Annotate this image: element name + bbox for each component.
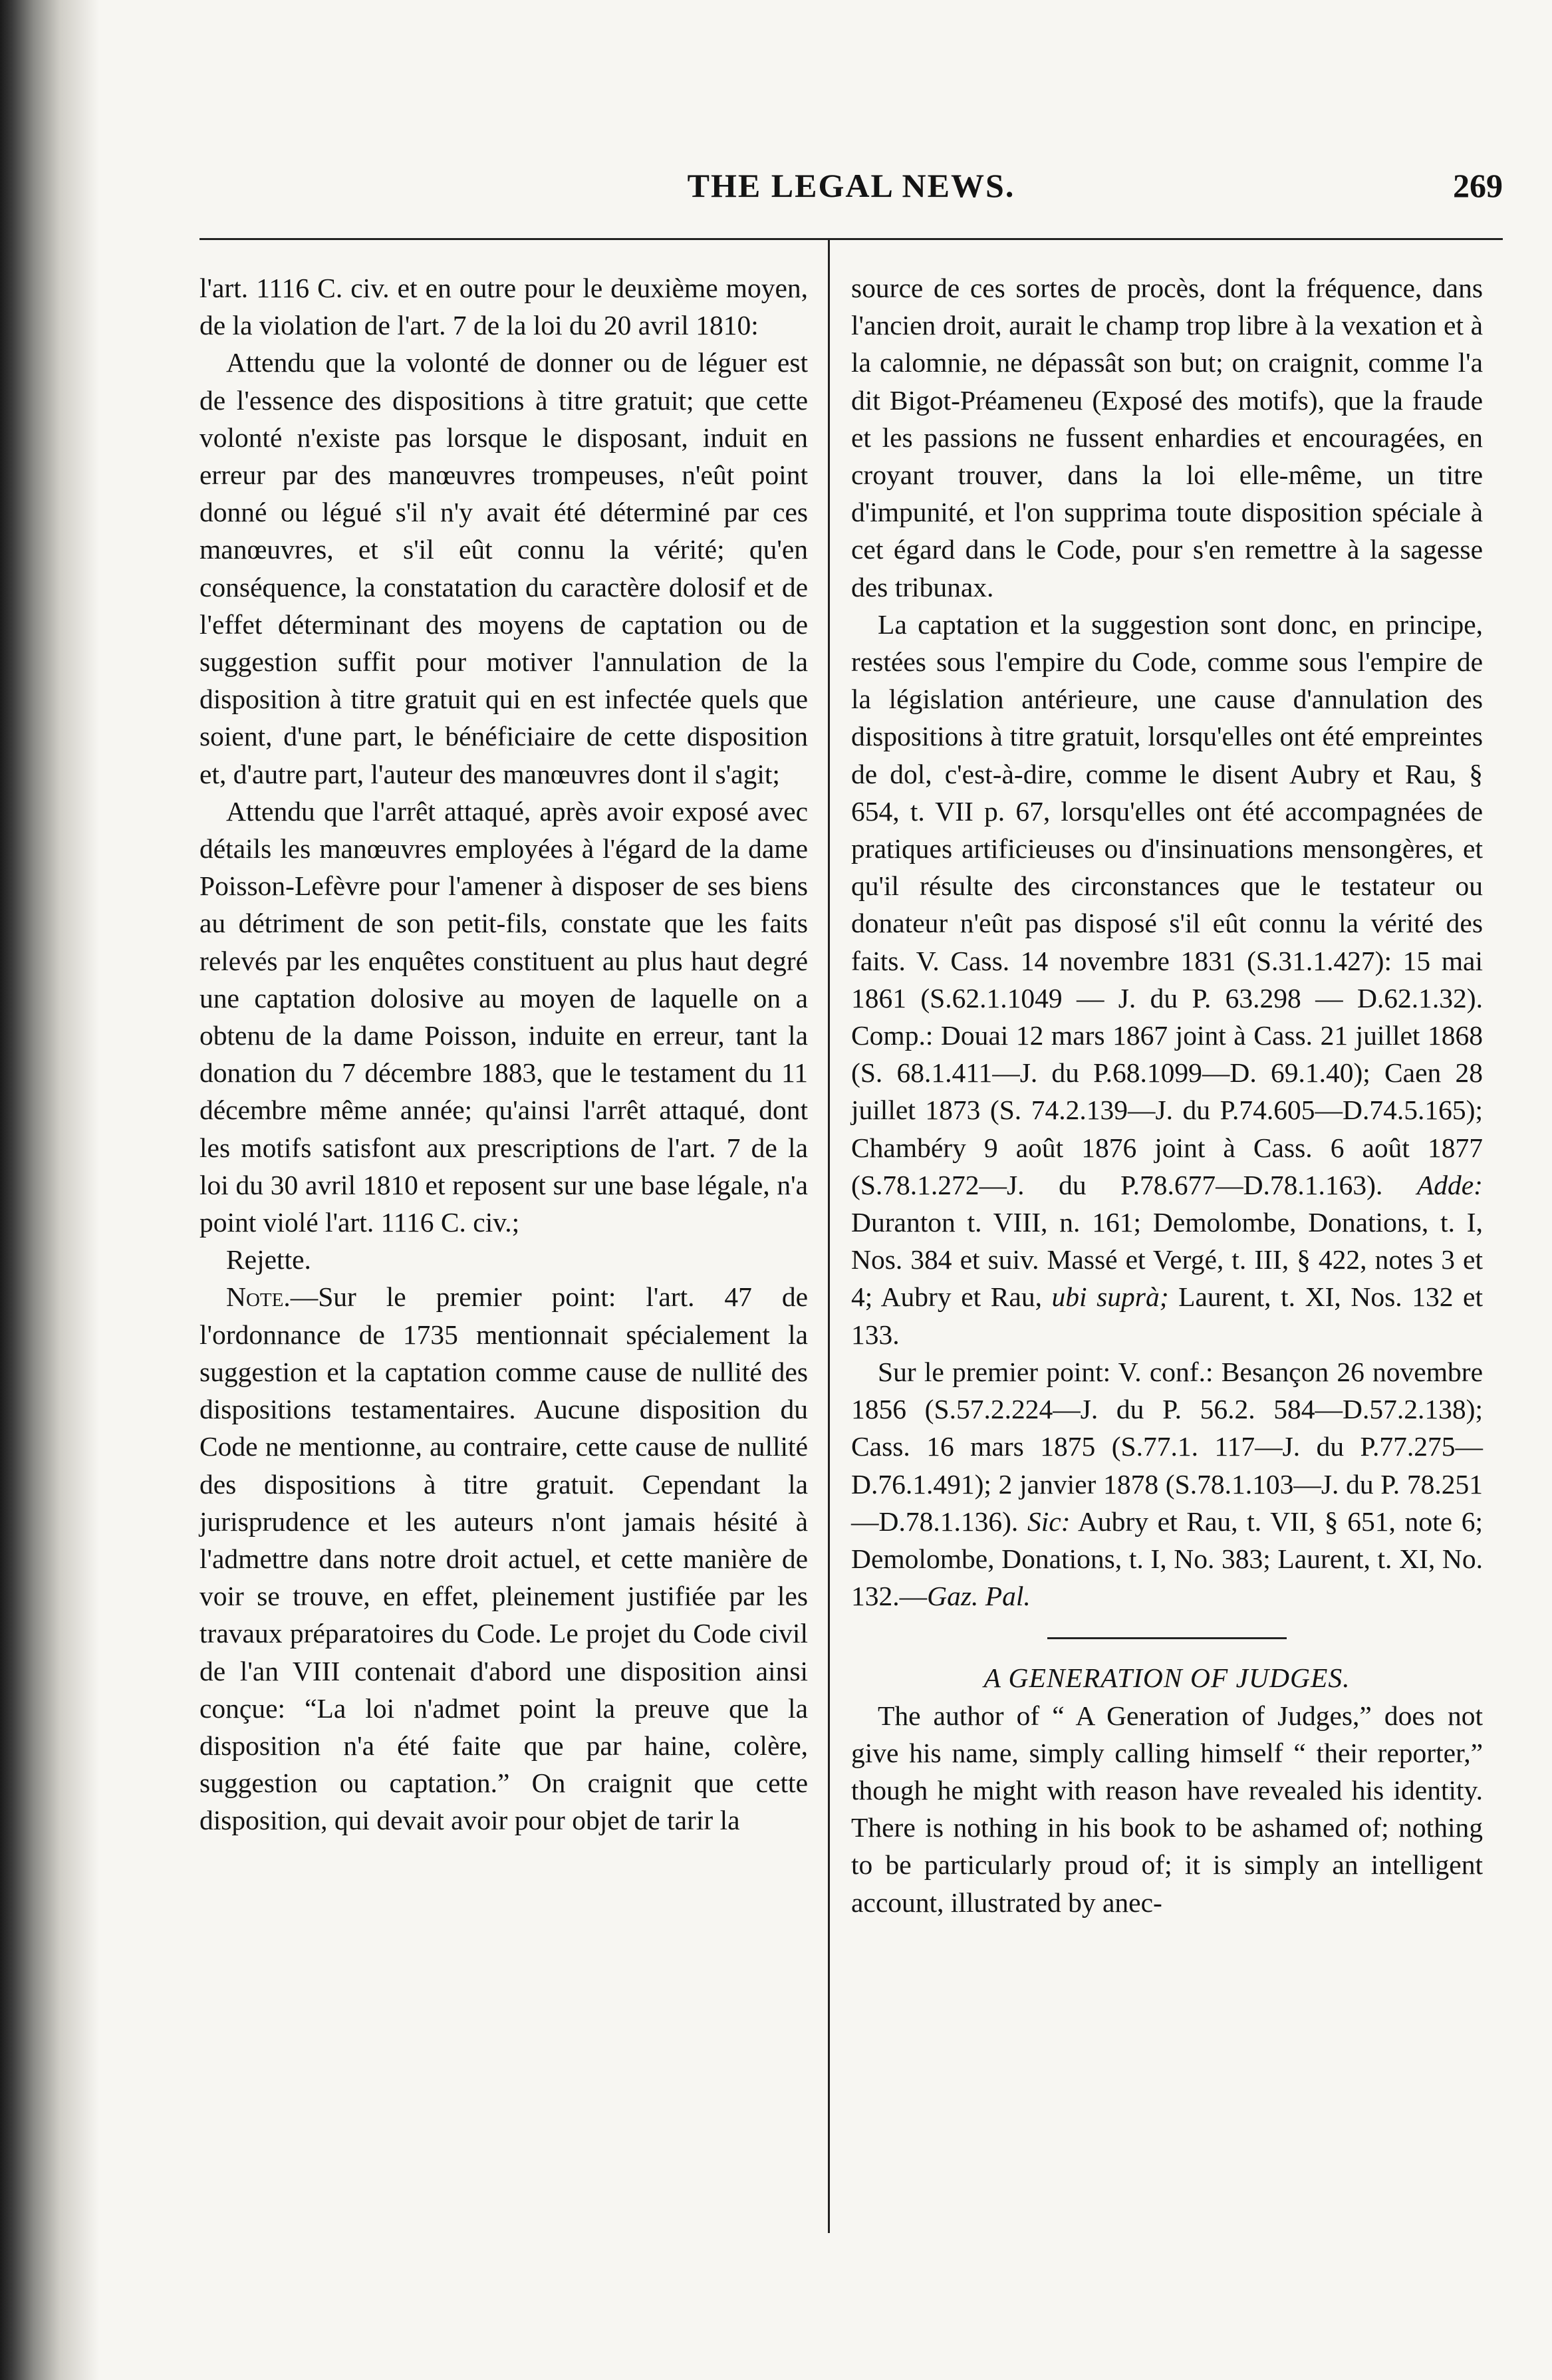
text-run: Duranton t. VIII, n. 161; Demolombe, Donations, t. I, Nos. 384 et suiv. Massé et Vergé, t. III, § 422, notes 3 et 4; Aubry et Rau, [851, 1207, 1483, 1313]
paragraph: Attendu que l'arrêt attaqué, après avoir exposé avec détails les manœuvres employées à l'égard de la dame Poisson-Lefèvre pour l'amener à disposer de ses biens au détriment de son petit-fils, constate que les faits relevés par les enquêtes constituent au plus haut degré une captation dolosive au moyen de laquelle on a obtenu de la dame Poisson, induite en erreur, tant la donation du 7 décembre 1883, que le testament du 11 décembre même année; qu'ainsi l'arrêt attaqué, dont les motifs satisfont aux prescriptions de l'art. 7 de la loi du 30 avril 1810 et reposent sur une base légale, n'a point violé l'art. 1116 C. civ.; [199, 795, 808, 1238]
paragraph: Rejette. [226, 1244, 311, 1275]
note-text: —Sur le premier point: l'art. 47 de l'ordonnance de 1735 mentionnait spécialement la suggestion et la captation comme cause de nullité des dispositions testamentaires. Aucune disposition du Code ne mentionne, au contraire, cette cause de nullité des dispositions à titre gratuit. Cependant la jurisprudence et les auteurs n'ont jamais hésité à l'admettre dans notre droit actuel, et cette manière de voir se trouve, en effet, pleinement justifiée par les travaux préparatoires du Code. Le projet du Code civil de l'an VIII contenait d'abord une disposition ainsi conçue: “La loi n'admet point la preuve que la disposition n'a été faite que par haine, colère, suggestion ou captation.” On craignit que cette disposition, qui devait avoir pour objet de tarir la [199, 1281, 808, 1836]
section-separator [1047, 1637, 1287, 1639]
paragraph [851, 1353, 1483, 1615]
note-paragraph [199, 1278, 808, 1839]
header-rule [199, 238, 1503, 240]
page-number: 269 [1453, 167, 1503, 204]
text-run: La captation et la suggestion sont donc, en principe, restées sous l'empire du Code, comme sous l'empire de la législation antérieure, une cause d'annulation des dispositions à titre gratuit, lorsqu'elles ont été empreintes de dol, c'est-à-dire, comme le disent Aubry et Rau, § 654, t. VII p. 67, lorsqu'elles ont été accompagnées de pratiques artificieuses ou d'insinuations mensongères, et qu'il résulte des circonstances que le testateur ou donateur n'eût pas disposé s'il eût connu la vérité des faits. V. Cass. 14 novembre 1831 (S.31.1.427): 15 mai 1861 (S.62.1.1049 — J. du P. 63.298 — D.62.1.32). Comp.: Douai 12 mars 1867 joint à Cass. 21 juillet 1868 (S. 68.1.411—J. du P.68.1099—D. 69.1.40); Caen 28 juillet 1873 (S. 74.2.139—J. du P.74.605—D.74.5.165); Chambéry 9 août 1876 joint à Cass. 6 août 1877 (S.78.1.272—J. du P.78.677—D.78.1.163). [851, 608, 1483, 1200]
paragraph: source de ces sortes de procès, dont la fréquence, dans l'ancien droit, aurait le champ trop libre à la vexation et à la calomnie, ne dépassât son but; on craignit, comme l'a dit Bigot-Préameneu (Exposé des motifs), que la fraude et les passions ne fussent enhardies et encouragées, en croyant trouver, dans la loi elle-même, un titre d'impunité, et l'on supprima toute disposition spéciale à cet égard dans le Code, pour s'en remettre à la sagesse des tribunax. [851, 273, 1483, 602]
paragraph [851, 606, 1483, 1353]
paragraph: l'art. 1116 C. civ. et en outre pour le deuxième moyen, de la violation de l'art. 7 de la loi du 20 avril 1810: [199, 273, 808, 341]
journal-title: THE LEGAL NEWS. [687, 167, 1015, 204]
text-run: Sur le premier point: V. conf.: Besançon 26 novembre 1856 (S.57.2.224—J. du P. 56.2. 584—D.57.2.138); Cass. 16 mars 1875 (S.77.1. 117—J. du P.77.275—D.76.1.491); 2 janvier 1878 (S.78.1.103—J. du P. 78.251—D.78.1.136). [851, 1356, 1483, 1537]
note-label: Note. [226, 1281, 291, 1313]
paragraph: The author of “ A Generation of Judges,” does not give his name, simply calling himself “ their reporter,” though he might with reason have revealed his identity. There is nothing in his book to be ashamed of; nothing to be particularly proud of; it is simply an intelligent account, illustrated by anec- [851, 1700, 1483, 1918]
page-binding-shadow [0, 0, 100, 2380]
italic-run: Adde: [1416, 1169, 1483, 1200]
text-run: Laurent, t. XI, Nos. 132 et 133. [851, 1281, 1483, 1350]
paragraph: Attendu que la volonté de donner ou de léguer est de l'essence des dispositions à titre gratuit; que cette volonté n'existe pas lorsque le disposant, induit en erreur par des manœuvres trompeuses, n'eût point donné ou légué s'il n'y avait été déterminé par ces manœuvres, et s'il eût connu la vérité; qu'en conséquence, la constatation du caractère dolosif et de l'effet déterminant des moyens de captation ou de suggestion suffit pour motiver l'annulation de la disposition à titre gratuit qui en est infectée quels que soient, d'une part, le bénéficiaire de cette disposition et, d'autre part, l'auteur des manœuvres dont il s'agit; [199, 347, 808, 789]
italic-run: Sic: [1027, 1506, 1071, 1537]
left-column [199, 269, 808, 1839]
section-title: A GENERATION OF JUDGES. [983, 1662, 1351, 1694]
right-column [851, 269, 1483, 1921]
italic-run: Gaz. Pal. [927, 1581, 1031, 1612]
running-head [199, 166, 1503, 219]
italic-run: ubi suprà; [1051, 1281, 1169, 1313]
text-run: Aubry et Rau, t. VII, § 651, note 6; Demolombe, Donations, t. I, No. 383; Laurent, t. XI, No. 132.— [851, 1506, 1484, 1612]
column-divider [828, 238, 830, 2233]
